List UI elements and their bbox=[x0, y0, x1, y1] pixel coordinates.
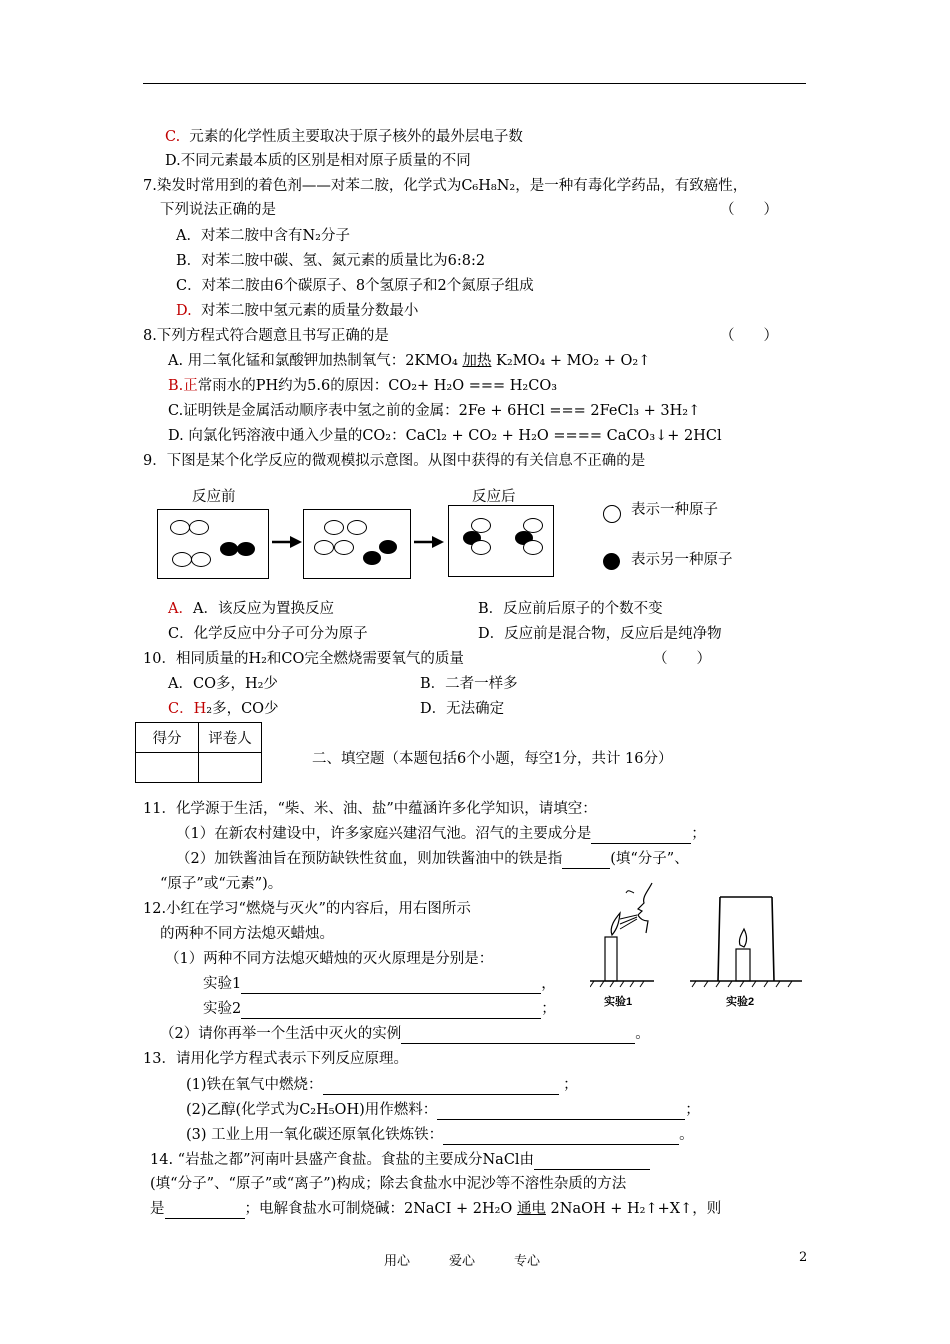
q7-stem-line1: 7.染发时常用到的着色剂——对苯二胺，化学式为C₆H₈N₂，是一种有毒化学药品，有致癌性， bbox=[143, 178, 748, 194]
q13-part2: (2)乙醇(化学式为C₂H₅OH)用作燃料： ； bbox=[186, 1102, 700, 1118]
open-atom-icon bbox=[170, 520, 190, 535]
candle-icon bbox=[736, 949, 750, 981]
q9-option-a: A．A．该反应为置换反应 bbox=[168, 601, 334, 617]
open-atom-icon bbox=[172, 552, 192, 567]
q8-option-a: A. 用二氧化锰和氯酸钾加热制氧气：2KMO₄ 加热 K₂MO₄ + MO₂ + O₂↑ bbox=[168, 353, 651, 369]
q12-exp2: 实验2 ； bbox=[203, 1001, 556, 1017]
legend-filled-text: 表示另一种原子 bbox=[631, 552, 733, 568]
flame-icon bbox=[611, 913, 620, 935]
q14-line1: 14. “岩盐之都”河南叶县盛产食盐。食盐的主要成分NaCl由 bbox=[150, 1150, 650, 1170]
q12-part1: （1）两种不同方法熄灭蜡烛的灭火原理是分别是： bbox=[165, 951, 494, 967]
arrow-right-icon bbox=[414, 536, 444, 548]
q12-exp1: 实验1 ， bbox=[203, 976, 556, 992]
eye-icon bbox=[626, 891, 634, 893]
q9-stem: 9．下图是某个化学反应的微观模拟示意图。从图中获得的有关信息不正确的是 bbox=[143, 453, 646, 469]
answer-blank[interactable] bbox=[241, 977, 541, 994]
answer-blank[interactable] bbox=[323, 1078, 559, 1095]
score-cell[interactable] bbox=[136, 753, 199, 783]
grader-cell[interactable] bbox=[199, 753, 262, 783]
legend-open-atom-icon bbox=[603, 505, 621, 523]
q6-option-c: C. 元素的化学性质主要取决于原子核外的最外层电子数 bbox=[165, 129, 523, 145]
section-2-title: 二、填空题（本题包括6个小题，每空1分，共计 16分） bbox=[312, 751, 673, 767]
q10-stem: 10．相同质量的H₂和CO完全燃烧需要氧气的质量 bbox=[143, 651, 464, 667]
q13-part1: (1)铁在氧气中燃烧： ； bbox=[186, 1077, 578, 1093]
candle-experiments-figure bbox=[590, 877, 805, 1012]
q8-option-d: D. 向氯化钙溶液中通入少量的CO₂：CaCl₂ + CO₂ + H₂O ==== CaCO₃↓+ 2HCl bbox=[168, 428, 722, 444]
q12-stem-line2: 的两种不同方法熄灭蜡烛。 bbox=[160, 926, 334, 942]
answer-blank[interactable] bbox=[401, 1027, 635, 1044]
q9-label-after: 反应后 bbox=[472, 489, 516, 505]
answer-blank[interactable] bbox=[534, 1153, 650, 1170]
open-atom-icon bbox=[523, 540, 543, 555]
answer-blank[interactable] bbox=[591, 827, 691, 844]
q11-part2-cont: “原子”或“元素”)。 bbox=[160, 876, 283, 892]
open-atom-icon bbox=[314, 540, 334, 555]
q14-line2: (填“分子”、“原子”或“离子”)构成；除去食盐水中泥沙等不溶性杂质的方法 bbox=[150, 1176, 627, 1192]
q9-box-before-2 bbox=[303, 509, 411, 579]
q6-option-d: D.不同元素最本质的区别是相对原子质量的不同 bbox=[165, 153, 471, 169]
face-outline-icon bbox=[638, 883, 652, 933]
q9-option-b: B．反应前后原子的个数不变 bbox=[478, 601, 663, 617]
q10-answer-paren: （ ） bbox=[653, 651, 711, 667]
answer-blank[interactable] bbox=[165, 1202, 245, 1219]
flame-icon bbox=[739, 929, 746, 947]
q12-stem-line1: 12.小红在学习“燃烧与灭火”的内容后，用右图所示 bbox=[143, 901, 471, 917]
q9-option-c: C．化学反应中分子可分为原子 bbox=[168, 626, 368, 642]
q9-label-before: 反应前 bbox=[192, 489, 236, 505]
score-header: 得分 bbox=[136, 723, 199, 753]
q8-answer-paren: （ ） bbox=[720, 328, 778, 344]
legend-filled-atom-icon bbox=[603, 553, 620, 570]
q10-option-d: D．无法确定 bbox=[420, 701, 505, 717]
open-atom-icon bbox=[191, 552, 211, 567]
q7-option-c: C．对苯二胺由6个碳原子、8个氢原子和2个氮原子组成 bbox=[176, 278, 534, 294]
q13-stem: 13．请用化学方程式表示下列反应原理。 bbox=[143, 1051, 408, 1067]
answer-blank[interactable] bbox=[562, 852, 610, 869]
answer-blank[interactable] bbox=[437, 1103, 685, 1120]
q8-option-c: C.证明铁是金属活动顺序表中氢之前的金属：2Fe + 6HCl === 2FeCl₃ + 3H₂↑ bbox=[168, 403, 701, 419]
open-atom-icon bbox=[471, 540, 491, 555]
page-number: 2 bbox=[799, 1250, 808, 1265]
open-atom-icon bbox=[324, 520, 344, 535]
q8-stem: 8.下列方程式符合题意且书写正确的是 bbox=[143, 328, 389, 344]
filled-atom-icon bbox=[379, 540, 397, 554]
score-table bbox=[135, 722, 262, 783]
q10-option-a: A．CO多，H₂少 bbox=[168, 676, 278, 692]
q7-option-a: A．对苯二胺中含有N₂分子 bbox=[176, 228, 350, 244]
q11-stem: 11．化学源于生活，“柴、米、油、盐”中蕴涵许多化学知识，请填空： bbox=[143, 801, 597, 817]
q11-part1: （1）在新农村建设中，许多家庭兴建沼气池。沼气的主要成分是 ； bbox=[176, 826, 706, 842]
open-atom-icon bbox=[347, 520, 367, 535]
filled-atom-icon bbox=[220, 542, 238, 556]
grader-header: 评卷人 bbox=[199, 723, 262, 753]
header-rule bbox=[143, 83, 806, 84]
q7-option-d: D. 对苯二胺中氢元素的质量分数最小 bbox=[176, 303, 419, 319]
filled-atom-icon bbox=[363, 551, 381, 565]
q13-part3: (3) 工业上用一氧化碳还原氧化铁炼铁： 。 bbox=[186, 1127, 694, 1143]
answer-blank[interactable] bbox=[241, 1002, 541, 1019]
open-atom-icon bbox=[334, 540, 354, 555]
q9-option-d: D．反应前是混合物，反应后是纯净物 bbox=[478, 626, 722, 642]
q9-box-after bbox=[448, 505, 554, 577]
q7-stem-line2: 下列说法正确的是 bbox=[160, 202, 276, 218]
figure-label-exp2: 实验2 bbox=[726, 996, 755, 1008]
legend-open-text: 表示一种原子 bbox=[631, 502, 718, 518]
footer-motto: 用心 爱心 专心 bbox=[384, 1254, 541, 1269]
q10-option-b: B．二者一样多 bbox=[420, 676, 518, 692]
q7-option-b: B．对苯二胺中碳、氢、氮元素的质量比为6:8:2 bbox=[176, 253, 486, 269]
q10-option-c: C．H₂多，CO少 bbox=[168, 701, 279, 717]
q14-line3: 是 ；电解食盐水可制烧碱：2NaCI + 2H₂O 通电 2NaOH + H₂↑+X↑，则 bbox=[150, 1201, 722, 1217]
q11-part2: （2）加铁酱油旨在预防缺铁性贫血，则加铁酱油中的铁是指 (填“分子”、 bbox=[176, 851, 689, 867]
q12-part2: （2）请你再举一个生活中灭火的实例 。 bbox=[160, 1026, 650, 1042]
q7-answer-paren: （ ） bbox=[720, 202, 778, 218]
filled-atom-icon bbox=[237, 542, 255, 556]
open-atom-icon bbox=[189, 520, 209, 535]
figure-label-exp1: 实验1 bbox=[604, 996, 633, 1008]
answer-blank[interactable] bbox=[443, 1128, 679, 1145]
candle-icon bbox=[605, 937, 617, 981]
arrow-right-icon bbox=[272, 536, 302, 548]
q9-box-before-1 bbox=[157, 509, 269, 579]
q8-option-b: B.正常雨水的PH约为5.6的原因：CO₂+ H₂O === H₂CO₃ bbox=[168, 378, 558, 394]
